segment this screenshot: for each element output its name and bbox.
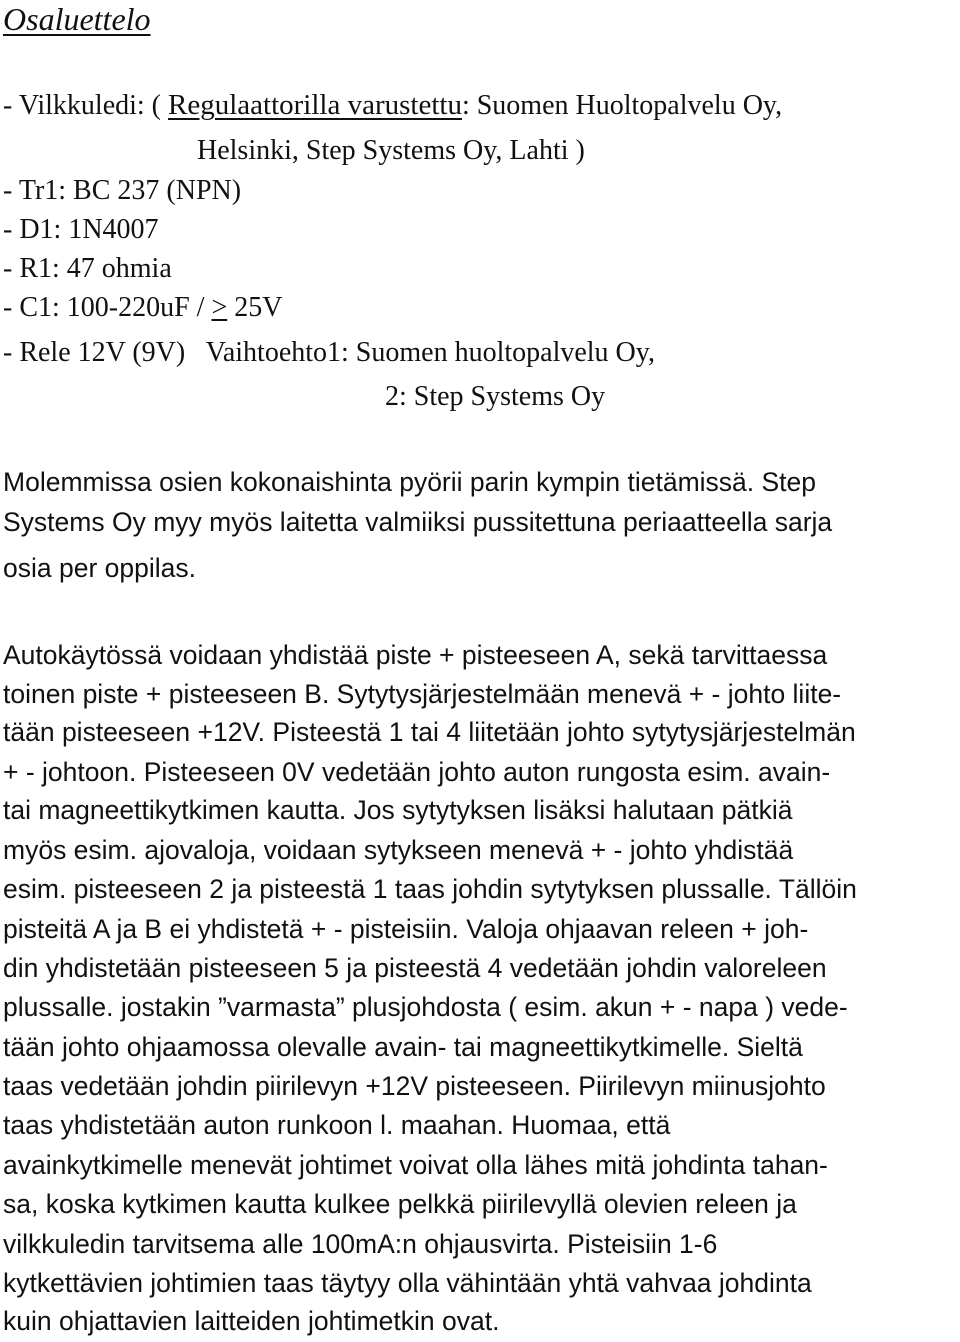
paragraph-line: tään pisteeseen +12V. Pisteestä 1 tai 4 liitetään johto sytytysjärjestelmän [3,717,856,747]
paragraph-line: taas yhdistetään auton runkoon l. maahan. Huomaa, että [3,1110,671,1140]
flasher-suppliers: : Suomen Huoltopalvelu Oy, [461,90,783,121]
paragraph-line: toinen piste + pisteeseen B. Sytytysjärjestelmään menevä + - johto liite- [3,679,842,709]
paragraph-line: kytkettävien johtimien taas täytyy olla vähintään yhtä vahvaa johdinta [3,1268,812,1298]
paragraph-line: din yhdistetään pisteeseen 5 ja pisteestä 4 vedetään johdin valoreleen [3,953,827,983]
paragraph-line: myös esim. ajovaloja, voidaan sytykseen menevä + - johto yhdistää [3,835,794,865]
paragraph-line: Autokäytössä voidaan yhdistää piste + pisteeseen A, sekä tarvittaessa [3,640,828,670]
paragraph-line: pisteitä A ja B ei yhdistetä + - pisteisiin. Valoja ohjaavan releen + joh- [3,914,809,944]
parts-line-r1: - R1: 47 ohmia [3,253,172,284]
paragraph-line: avainkytkimelle menevät johtimet voivat olla lähes mitä johdinta tahan- [3,1150,828,1180]
paragraph-line: Systems Oy myy myös laitetta valmiiksi pussitettuna periaatteella sarja [3,507,833,537]
page-title: Osaluettelo [3,1,151,37]
paragraph-line: kuin ohjattavien laitteiden johtimetkin ovat. [3,1306,500,1336]
c1-prefix: - C1: 100-220uF / [3,292,212,323]
paragraph-line: osia per oppilas. [3,553,196,583]
parts-line-relay: - Rele 12V (9V) Vaihtoehto1: Suomen huoltopalvelu Oy, [3,337,655,368]
paragraph-line: sa, koska kytkimen kautta kulkee pelkkä piirilevyllä olevien releen ja [3,1189,797,1219]
flasher-regulated-label: Regulaattorilla varustettu [168,89,462,121]
paragraph-line: esim. pisteeseen 2 ja pisteestä 1 taas johdin sytytyksen plussalle. Tällöin [3,874,857,904]
c1-suffix: 25V [227,292,283,323]
paragraph-line: vilkkuledin tarvitsema alle 100mA:n ohjausvirta. Pisteisiin 1-6 [3,1229,718,1259]
parts-line-flasher [3,87,782,124]
parts-line-relay-cont: 2: Step Systems Oy [385,381,606,412]
c1-greater-equal-symbol: > [211,292,228,323]
parts-line-flasher-cont: Helsinki, Step Systems Oy, Lahti ) [197,135,585,166]
paragraph-line: tai magneettikytkimen kautta. Jos sytytyksen lisäksi halutaan pätkiä [3,795,793,825]
paragraph-line: plussalle. jostakin ”varmasta” plusjohdosta ( esim. akun + - napa ) vede- [3,992,848,1022]
paragraph-line: Molemmissa osien kokonaishinta pyörii parin kympin tietämissä. Step [3,467,817,497]
parts-line-d1: - D1: 1N4007 [3,214,159,245]
paragraph-line: + - johtoon. Pisteeseen 0V vedetään johto auton rungosta esim. avain- [3,757,831,787]
paragraph-line: taas vedetään johdin piirilevyn +12V pisteeseen. Piirilevyn miinusjohto [3,1071,826,1101]
parts-line-c1 [3,290,283,326]
parts-line-tr1: - Tr1: BC 237 (NPN) [3,175,242,206]
paragraph-line: tään johto ohjaamossa olevalle avain- tai magneettikytkimelle. Sieltä [3,1032,803,1062]
flasher-prefix: - Vilkkuledi: ( [3,90,169,121]
